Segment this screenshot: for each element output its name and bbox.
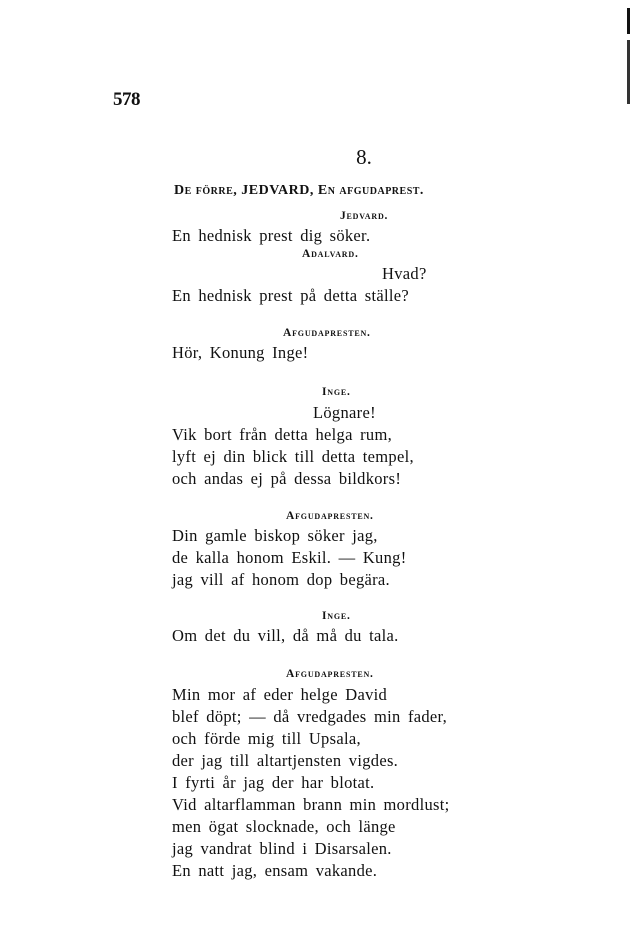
scene-number: 8. bbox=[356, 145, 372, 169]
verse-line: lyft ej din blick till detta tempel, bbox=[172, 447, 414, 466]
verse-line: jag vandrat blind i Disarsalen. bbox=[172, 839, 392, 858]
page-edge-mark bbox=[627, 8, 630, 34]
verse-line: I fyrti år jag der har blotat. bbox=[172, 773, 375, 792]
verse-line: En hednisk prest dig söker. bbox=[172, 226, 371, 245]
page-edge-mark bbox=[627, 40, 630, 104]
verse-line: och andas ej på dessa bildkors! bbox=[172, 469, 402, 488]
verse-line: och förde mig till Upsala, bbox=[172, 729, 361, 748]
verse-line: blef döpt; — då vredgades min fader, bbox=[172, 707, 448, 726]
speaker-name: Jedvard. bbox=[340, 210, 389, 222]
verse-line: Min mor af eder helge David bbox=[172, 685, 388, 704]
verse-line: Vik bort från detta helga rum, bbox=[172, 425, 393, 444]
verse-line: Din gamle biskop söker jag, bbox=[172, 526, 378, 545]
verse-line: Hör, Konung Inge! bbox=[172, 343, 309, 362]
verse-line: En hednisk prest på detta ställe? bbox=[172, 286, 410, 305]
speaker-name: Inge. bbox=[322, 386, 351, 398]
verse-line: Lögnare! bbox=[313, 403, 376, 422]
verse-line: de kalla honom Eskil. — Kung! bbox=[172, 548, 407, 567]
speaker-name: Afgudapresten. bbox=[283, 327, 371, 339]
verse-line: jag vill af honom dop begära. bbox=[172, 570, 390, 589]
speaker-name: Adalvard. bbox=[302, 248, 359, 260]
verse-line: En natt jag, ensam vakande. bbox=[172, 861, 378, 880]
verse-line: Vid altarflamman brann min mordlust; bbox=[172, 795, 450, 814]
speaker-name: Inge. bbox=[322, 610, 351, 622]
verse-line: Om det du vill, då må du tala. bbox=[172, 626, 399, 645]
verse-line: der jag till altartjensten vigdes. bbox=[172, 751, 399, 770]
scene-persons: De förre, JEDVARD, En afgudaprest. bbox=[174, 183, 424, 198]
speaker-name: Afgudapresten. bbox=[286, 510, 374, 522]
speaker-name: Afgudapresten. bbox=[286, 668, 374, 680]
verse-line: men ögat slocknade, och länge bbox=[172, 817, 396, 836]
page-number: 578 bbox=[113, 89, 140, 110]
verse-line: Hvad? bbox=[382, 264, 427, 283]
